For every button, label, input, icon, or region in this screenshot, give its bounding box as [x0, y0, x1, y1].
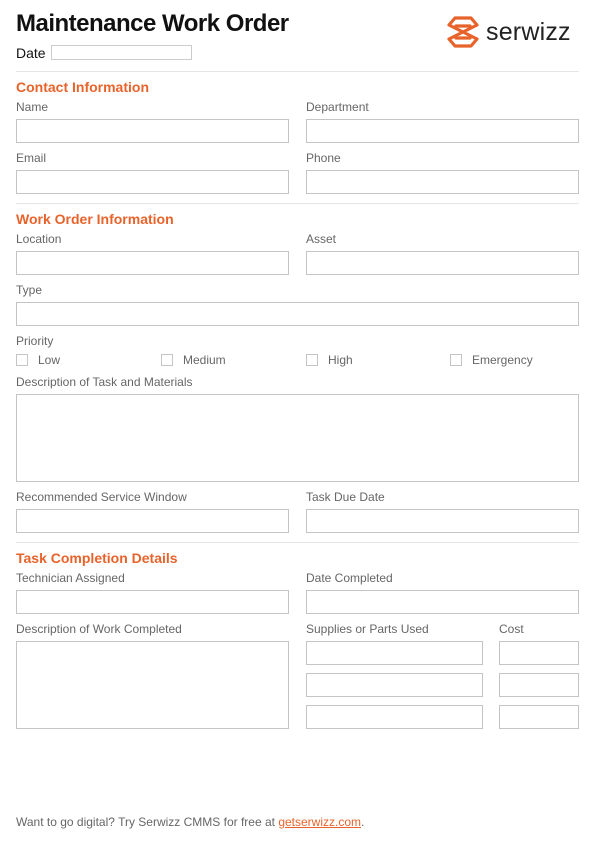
divider — [16, 71, 579, 72]
footer-text: Want to go digital? Try Serwizz CMMS for free at — [16, 815, 279, 829]
priority-medium-label: Medium — [183, 353, 226, 367]
name-label: Name — [16, 100, 49, 114]
logo-text: serwizz — [486, 17, 571, 46]
priority-medium-checkbox[interactable] — [161, 354, 173, 366]
service-window-field[interactable] — [16, 509, 289, 533]
footer-suffix: . — [361, 815, 365, 829]
serwizz-logo — [446, 14, 571, 50]
asset-label: Asset — [306, 232, 337, 246]
divider — [16, 542, 579, 543]
task-description-field[interactable] — [16, 394, 579, 482]
date-field[interactable] — [51, 45, 192, 60]
divider — [16, 203, 579, 204]
due-date-field[interactable] — [306, 509, 579, 533]
service-window-label: Recommended Service Window — [16, 490, 187, 504]
location-field[interactable] — [16, 251, 289, 275]
footer-link[interactable]: getserwizz.com — [278, 815, 361, 829]
work-description-label: Description of Work Completed — [16, 622, 182, 636]
supplies-field[interactable] — [306, 705, 483, 729]
priority-low-label: Low — [38, 353, 61, 367]
work-description-field[interactable] — [16, 641, 289, 729]
priority-high-label: High — [328, 353, 353, 367]
due-date-label: Task Due Date — [306, 490, 385, 504]
cost-field[interactable] — [499, 673, 579, 697]
cost-field[interactable] — [499, 705, 579, 729]
priority-label: Priority — [16, 334, 54, 348]
completion-section-heading: Task Completion Details — [16, 550, 178, 566]
email-field[interactable] — [16, 170, 289, 194]
type-label: Type — [16, 283, 43, 297]
email-label: Email — [16, 151, 47, 165]
priority-low-checkbox[interactable] — [16, 354, 28, 366]
task-description-label: Description of Task and Materials — [16, 375, 193, 389]
phone-label: Phone — [306, 151, 341, 165]
page-title: Maintenance Work Order — [16, 10, 289, 37]
priority-high-checkbox[interactable] — [306, 354, 318, 366]
serwizz-logo-icon — [446, 15, 480, 49]
department-field[interactable] — [306, 119, 579, 143]
asset-field[interactable] — [306, 251, 579, 275]
footer-note — [16, 815, 364, 829]
supplies-label: Supplies or Parts Used — [306, 622, 429, 636]
department-label: Department — [306, 100, 369, 114]
cost-field[interactable] — [499, 641, 579, 665]
supplies-field[interactable] — [306, 641, 483, 665]
work-order-section-heading: Work Order Information — [16, 211, 174, 227]
name-field[interactable] — [16, 119, 289, 143]
type-field[interactable] — [16, 302, 579, 326]
date-completed-label: Date Completed — [306, 571, 393, 585]
priority-emergency-label: Emergency — [472, 353, 533, 367]
technician-label: Technician Assigned — [16, 571, 125, 585]
location-label: Location — [16, 232, 62, 246]
contact-section-heading: Contact Information — [16, 79, 149, 95]
priority-emergency-checkbox[interactable] — [450, 354, 462, 366]
cost-label: Cost — [499, 622, 524, 636]
phone-field[interactable] — [306, 170, 579, 194]
technician-field[interactable] — [16, 590, 289, 614]
supplies-field[interactable] — [306, 673, 483, 697]
date-completed-field[interactable] — [306, 590, 579, 614]
date-label: Date — [16, 45, 46, 61]
